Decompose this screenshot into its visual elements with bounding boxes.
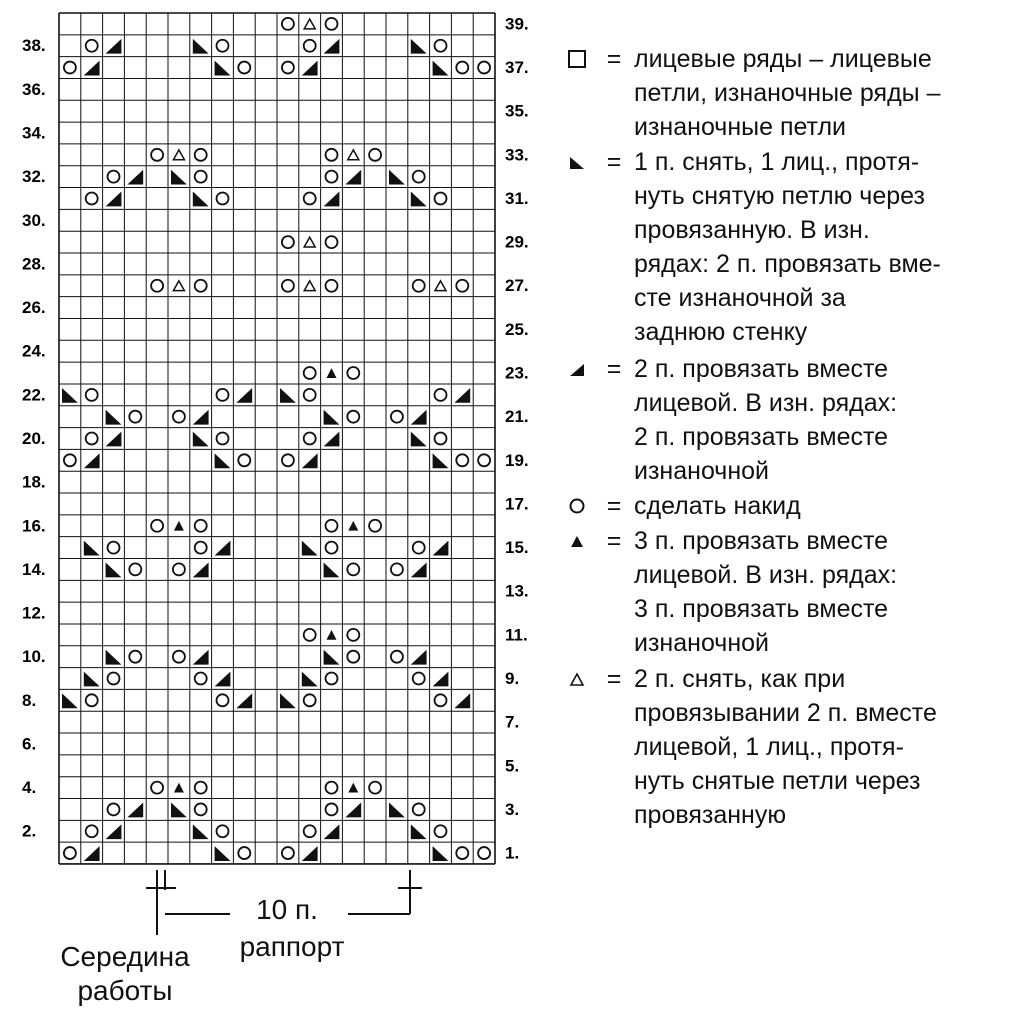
k3tog-mark <box>174 521 184 531</box>
ssk-mark <box>302 541 318 556</box>
s2kp-mark <box>304 237 315 247</box>
yarn-over-mark <box>86 825 98 837</box>
k2tog-mark <box>302 846 318 861</box>
yarn-over-mark <box>435 40 447 52</box>
yarn-over-mark <box>326 803 338 815</box>
k2tog-mark <box>106 824 122 839</box>
row-label-right: 17. <box>505 494 529 514</box>
yarn-over-mark <box>456 280 468 292</box>
yarn-over-mark <box>129 563 141 575</box>
yarn-over-mark <box>413 542 425 554</box>
yarn-over-mark <box>326 782 338 794</box>
row-label-right: 35. <box>505 101 529 121</box>
row-label-right: 25. <box>505 319 529 339</box>
k2tog-mark <box>106 192 122 207</box>
ssk-mark <box>433 846 449 861</box>
yarn-over-mark <box>64 62 76 74</box>
k2tog-mark <box>324 824 340 839</box>
row-label-left: 18. <box>22 472 46 492</box>
ssk-mark <box>389 170 405 185</box>
row-label-right: 23. <box>505 363 529 383</box>
row-label-left: 12. <box>22 603 46 623</box>
s2kp-icon <box>560 662 594 696</box>
ssk-mark <box>433 61 449 76</box>
legend-text: 2 п. провязать вместе лицевой. В изн. рядах: 2 п. провязать вместе изнаночной <box>634 355 898 485</box>
legend-text: лицевые ряды – лицевые петли, изнаночные ряды – изнаночные петли <box>634 45 941 141</box>
ssk-mark <box>84 541 100 556</box>
yarn-over-mark <box>86 40 98 52</box>
k2tog-mark <box>324 192 340 207</box>
yarn-over-mark <box>456 62 468 74</box>
yarn-over-mark <box>151 520 163 532</box>
legend-equals: = <box>606 45 622 73</box>
k2tog-mark <box>236 388 252 403</box>
row-label-left: 26. <box>22 298 46 318</box>
yarn-over-mark <box>217 432 229 444</box>
yarn-over-mark <box>86 432 98 444</box>
yarn-over-mark <box>282 236 294 248</box>
row-label-right: 7. <box>505 712 520 732</box>
k2tog-mark <box>302 453 318 468</box>
legend-equals: = <box>606 527 622 555</box>
s2kp-mark <box>304 19 315 29</box>
k2tog-mark <box>215 672 231 687</box>
ssk-mark <box>193 432 209 447</box>
repeat-label: раппорт <box>239 931 345 962</box>
k3tog-mark <box>348 783 358 793</box>
yarn-over-mark <box>238 454 250 466</box>
ssk-mark <box>411 192 427 207</box>
yarn-over-mark <box>304 40 316 52</box>
row-label-right: 39. <box>505 14 529 34</box>
ssk-mark <box>215 846 231 861</box>
ssk-mark <box>84 672 100 687</box>
k2tog-mark <box>454 388 470 403</box>
yarn-over-mark <box>282 280 294 292</box>
ssk-mark <box>193 192 209 207</box>
k2tog-mark <box>324 39 340 54</box>
yarn-over-mark <box>195 520 207 532</box>
s2kp-mark <box>304 281 315 291</box>
k2tog-mark <box>345 803 361 818</box>
yarn-over-mark <box>413 171 425 183</box>
yarn-over-mark <box>391 651 403 663</box>
k2tog-icon <box>560 352 594 386</box>
yarn-over-mark <box>304 389 316 401</box>
s2kp-mark <box>173 281 184 291</box>
legend-item-knit <box>560 42 994 144</box>
k2tog-mark <box>84 453 100 468</box>
row-label-left: 16. <box>22 516 46 536</box>
row-label-left: 2. <box>22 821 37 841</box>
yarn-over-mark <box>413 280 425 292</box>
yarn-over-mark <box>151 280 163 292</box>
ssk-mark <box>106 650 122 665</box>
legend-item-k3tog <box>560 524 994 660</box>
row-label-right: 21. <box>505 407 529 427</box>
ssk-mark <box>193 39 209 54</box>
yarn-over-mark <box>173 411 185 423</box>
k2tog-mark <box>411 410 427 425</box>
k3tog-mark <box>327 630 337 640</box>
yarn-over-mark <box>108 171 120 183</box>
k3tog-mark <box>174 783 184 793</box>
yarn-over-mark <box>413 803 425 815</box>
row-label-left: 4. <box>22 778 37 798</box>
yarn-over-mark <box>478 62 490 74</box>
work-middle-label: Середина работы <box>60 941 190 1006</box>
k2tog-mark <box>84 61 100 76</box>
row-label-right: 9. <box>505 668 520 688</box>
k2tog-mark <box>236 693 252 708</box>
yarn-over-mark <box>217 40 229 52</box>
yarn-over-mark <box>129 651 141 663</box>
yarn-over-mark <box>282 62 294 74</box>
s2kp-mark <box>173 150 184 160</box>
yarn-over-mark <box>391 563 403 575</box>
row-label-left: 8. <box>22 690 37 710</box>
row-label-left: 14. <box>22 559 46 579</box>
yarn-over-mark <box>326 171 338 183</box>
yarn-over-mark <box>304 432 316 444</box>
k2tog-mark <box>127 170 143 185</box>
legend-item-yarn-over <box>560 489 994 523</box>
yarn-over-mark <box>413 673 425 685</box>
legend-item-s2kp <box>560 662 994 832</box>
row-label-right: 37. <box>505 58 529 78</box>
ssk-mark <box>324 410 340 425</box>
row-label-left: 24. <box>22 341 46 361</box>
legend-equals: = <box>606 355 622 383</box>
ssk-mark <box>62 693 78 708</box>
yarn-over-mark <box>217 825 229 837</box>
yarn-over-mark <box>347 629 359 641</box>
row-label-left: 30. <box>22 210 46 230</box>
k2tog-mark <box>106 432 122 447</box>
row-label-right: 11. <box>505 625 528 645</box>
ssk-mark <box>280 693 296 708</box>
row-label-left: 10. <box>22 647 46 667</box>
row-label-right: 5. <box>505 756 520 776</box>
k2tog-mark <box>84 846 100 861</box>
yarn-over-mark <box>326 236 338 248</box>
yarn-over-mark <box>282 18 294 30</box>
yarn-over-mark <box>478 847 490 859</box>
k2tog-mark <box>411 650 427 665</box>
yarn-over-mark <box>347 367 359 379</box>
yarn-over-mark <box>304 367 316 379</box>
k2tog-mark <box>106 39 122 54</box>
yarn-over-mark <box>151 149 163 161</box>
ssk-mark <box>171 803 187 818</box>
yarn-over-mark <box>195 782 207 794</box>
yarn-over-mark <box>304 694 316 706</box>
yarn-over-mark <box>86 192 98 204</box>
yarn-over-mark <box>369 149 381 161</box>
k3tog-mark <box>348 521 358 531</box>
yarn-over-mark <box>304 825 316 837</box>
yarn-over-mark <box>217 389 229 401</box>
ssk-mark <box>411 824 427 839</box>
row-label-right: 13. <box>505 581 529 601</box>
yarn-over-mark <box>108 803 120 815</box>
legend-text: сделать накид <box>634 492 801 520</box>
k2tog-mark <box>433 541 449 556</box>
empty-square-icon <box>560 42 594 76</box>
yarn-over-mark <box>173 563 185 575</box>
ssk-mark <box>433 453 449 468</box>
row-label-right: 27. <box>505 276 529 296</box>
row-label-left: 28. <box>22 254 46 274</box>
yarn-over-mark <box>195 171 207 183</box>
yarn-over-mark <box>435 389 447 401</box>
ssk-mark <box>324 563 340 578</box>
legend-equals: = <box>606 665 622 693</box>
ssk-mark <box>280 388 296 403</box>
ssk-mark <box>171 170 187 185</box>
row-label-left: 20. <box>22 428 46 448</box>
yarn-over-mark <box>64 454 76 466</box>
yarn-over-mark <box>129 411 141 423</box>
row-label-right: 1. <box>505 843 520 863</box>
repeat-count-label: 10 п. <box>256 894 318 925</box>
k3tog-icon <box>560 524 594 558</box>
yarn-over-mark <box>326 18 338 30</box>
yarn-over-mark <box>435 192 447 204</box>
legend-text: 3 п. провязать вместе лицевой. В изн. рядах: 3 п. провязать вместе изнаночной <box>634 527 898 657</box>
yarn-over-mark <box>347 651 359 663</box>
yarn-over-mark <box>304 629 316 641</box>
yarn-over-mark <box>86 694 98 706</box>
yarn-over-mark <box>478 454 490 466</box>
row-label-right: 15. <box>505 538 529 558</box>
yarn-over-mark <box>326 280 338 292</box>
row-label-left: 34. <box>22 123 46 143</box>
ssk-mark <box>324 650 340 665</box>
row-label-left: 32. <box>22 167 46 187</box>
ssk-mark <box>193 824 209 839</box>
yarn-over-mark <box>195 149 207 161</box>
ssk-mark <box>302 672 318 687</box>
chart-grid <box>59 13 495 864</box>
yarn-over-mark <box>108 542 120 554</box>
yarn-over-mark <box>151 782 163 794</box>
ssk-mark <box>411 39 427 54</box>
ssk-mark <box>215 453 231 468</box>
row-label-right: 29. <box>505 232 529 252</box>
ssk-icon <box>560 145 594 179</box>
yarn-over-mark <box>326 542 338 554</box>
yarn-over-mark <box>435 825 447 837</box>
ssk-mark <box>106 563 122 578</box>
row-label-right: 3. <box>505 799 520 819</box>
yarn-over-mark <box>238 62 250 74</box>
yarn-over-mark <box>304 192 316 204</box>
yarn-over-mark <box>64 847 76 859</box>
yarn-over-mark <box>173 651 185 663</box>
legend-item-ssk <box>560 145 994 349</box>
row-label-left: 6. <box>22 734 37 754</box>
k3tog-mark <box>327 368 337 378</box>
yarn-over-mark <box>435 432 447 444</box>
yarn-over-mark <box>369 782 381 794</box>
k2tog-mark <box>324 432 340 447</box>
yarn-over-mark <box>282 847 294 859</box>
yarn-over-mark <box>347 411 359 423</box>
k2tog-mark <box>345 170 361 185</box>
s2kp-mark <box>435 281 446 291</box>
ssk-mark <box>215 61 231 76</box>
ssk-mark <box>411 432 427 447</box>
k2tog-mark <box>193 563 209 578</box>
legend-equals: = <box>606 492 622 520</box>
k2tog-mark <box>193 650 209 665</box>
k2tog-mark <box>215 541 231 556</box>
row-label-right: 19. <box>505 450 529 470</box>
yarn-over-mark <box>456 454 468 466</box>
legend-text: 1 п. снять, 1 лиц., протя- нуть снятую петлю через провязанную. В изн. рядах: 2 п. провязать вме- сте изнаночной за заднюю стенку <box>634 148 941 346</box>
yarn-over-mark <box>391 411 403 423</box>
yarn-over-mark <box>326 520 338 532</box>
legend-equals: = <box>606 148 622 176</box>
k2tog-mark <box>193 410 209 425</box>
yarn-over-mark <box>347 563 359 575</box>
row-label-left: 36. <box>22 79 46 99</box>
yarn-over-mark <box>282 454 294 466</box>
yarn-over-mark <box>217 192 229 204</box>
yarn-over-icon <box>560 489 594 523</box>
yarn-over-mark <box>326 673 338 685</box>
yarn-over-mark <box>238 847 250 859</box>
k2tog-mark <box>302 61 318 76</box>
yarn-over-mark <box>195 673 207 685</box>
row-label-left: 38. <box>22 36 46 56</box>
yarn-over-mark <box>108 673 120 685</box>
ssk-mark <box>62 388 78 403</box>
ssk-mark <box>106 410 122 425</box>
yarn-over-mark <box>195 803 207 815</box>
row-label-right: 31. <box>505 188 529 208</box>
s2kp-mark <box>348 150 359 160</box>
k2tog-mark <box>433 672 449 687</box>
k2tog-mark <box>411 563 427 578</box>
yarn-over-mark <box>435 694 447 706</box>
ssk-mark <box>389 803 405 818</box>
row-label-right: 33. <box>505 145 529 165</box>
yarn-over-mark <box>369 520 381 532</box>
yarn-over-mark <box>217 694 229 706</box>
legend-item-k2tog <box>560 352 994 488</box>
yarn-over-mark <box>86 389 98 401</box>
yarn-over-mark <box>456 847 468 859</box>
k2tog-mark <box>454 693 470 708</box>
row-label-left: 22. <box>22 385 46 405</box>
k2tog-mark <box>127 803 143 818</box>
legend-text: 2 п. снять, как при провязывании 2 п. вместе лицевой, 1 лиц., протя- нуть снятые петли через провязанную <box>634 665 937 829</box>
yarn-over-mark <box>326 149 338 161</box>
yarn-over-mark <box>195 280 207 292</box>
yarn-over-mark <box>195 542 207 554</box>
